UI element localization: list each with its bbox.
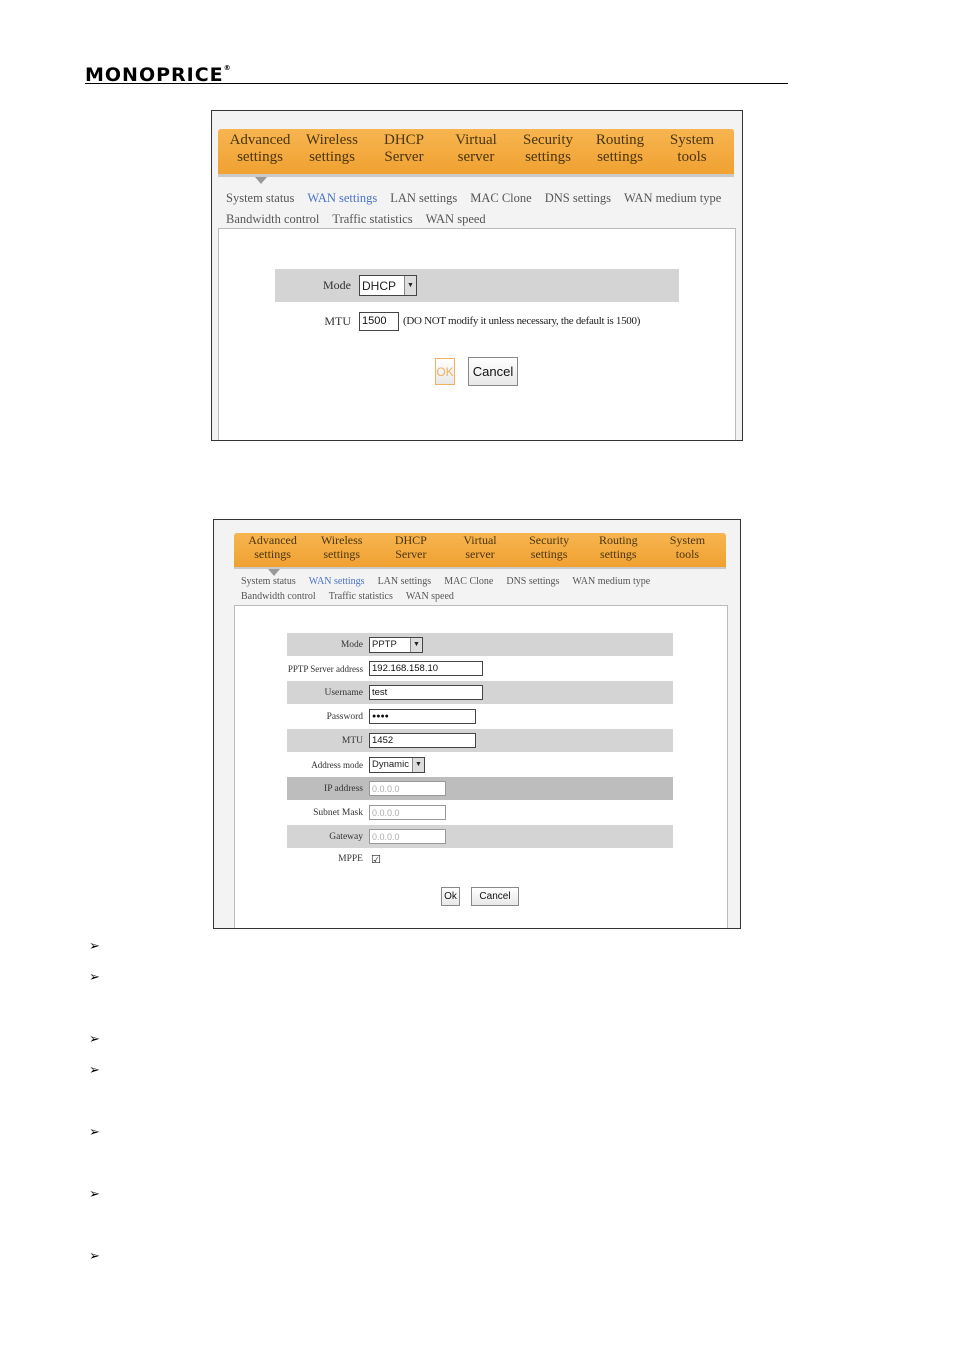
nav-label: Advanced (248, 533, 297, 547)
header-rule (85, 83, 788, 84)
nav-label: Routing (598, 533, 638, 547)
nav-dhcp-server[interactable] (368, 131, 440, 174)
nav-label: Server (395, 546, 427, 561)
subnav-wan-medium-type[interactable]: WAN medium type (624, 191, 722, 205)
address-mode-select[interactable] (369, 757, 425, 773)
nav-label: Security (529, 533, 570, 547)
chevron-down-icon: ▼ (412, 758, 424, 772)
ok-button[interactable]: OK (435, 358, 455, 385)
cancel-button[interactable]: Cancel (468, 357, 518, 386)
nav-security-settings[interactable] (515, 534, 584, 567)
nav-system-tools[interactable] (656, 131, 728, 174)
subnav-dns-settings[interactable]: DNS settings (506, 576, 560, 587)
nav-routing-settings[interactable] (584, 131, 656, 174)
mode-select[interactable] (359, 275, 417, 296)
subnav-wan-speed[interactable]: WAN speed (425, 212, 486, 226)
ok-button[interactable]: Ok (441, 887, 460, 906)
mode-value: PPTP (372, 639, 397, 650)
password-label: Password (326, 711, 363, 722)
ip-address-row (287, 777, 673, 800)
nav-label: settings (309, 149, 355, 166)
content-panel (218, 228, 736, 441)
nav-label: Wireless (320, 533, 363, 547)
password-input[interactable]: ●●●● (369, 709, 476, 724)
mode-value: DHCP (362, 278, 397, 293)
username-row (287, 681, 673, 704)
bullet-arrow-icon: ➢ (89, 939, 100, 954)
subnav-mac-clone[interactable]: MAC Clone (470, 191, 532, 205)
nav-underline (234, 567, 726, 569)
mtu-label: MTU (341, 735, 363, 746)
ip-address-label: IP address (324, 783, 363, 794)
bullet-arrow-icon: ➢ (89, 970, 100, 985)
cancel-button[interactable]: Cancel (471, 887, 519, 906)
subnav-system-status[interactable]: System status (226, 191, 295, 205)
nav-advanced-settings[interactable] (224, 131, 296, 174)
server-address-row (287, 657, 673, 680)
nav-label: Server (384, 149, 424, 166)
sub-nav (241, 574, 721, 604)
address-mode-value: Dynamic (372, 759, 409, 770)
nav-system-tools[interactable] (653, 534, 722, 567)
nav-label: settings (597, 149, 643, 166)
gateway-row (287, 825, 673, 848)
subnav-wan-settings[interactable]: WAN settings (308, 576, 365, 587)
subnet-mask-label: Subnet Mask (313, 807, 363, 818)
password-row (287, 705, 673, 728)
nav-label: Virtual (455, 132, 497, 148)
address-mode-row (287, 753, 673, 776)
nav-label: server (457, 149, 495, 166)
ip-address-input[interactable]: 0.0.0.0 (369, 781, 446, 796)
nav-label: Virtual (463, 533, 497, 547)
mtu-row (275, 309, 695, 333)
bullet-arrow-icon: ➢ (89, 1032, 100, 1047)
subnav-lan-settings[interactable]: LAN settings (390, 191, 458, 205)
username-label: Username (324, 687, 363, 698)
mtu-label: MTU (324, 313, 351, 328)
nav-label: System (669, 132, 715, 148)
main-nav (234, 533, 726, 568)
nav-label: settings (525, 149, 571, 166)
bullet-arrow-icon: ➢ (89, 1249, 100, 1264)
subnav-bandwidth-control[interactable]: Bandwidth control (241, 591, 316, 602)
nav-label: server (465, 546, 495, 561)
nav-label: System (669, 533, 706, 547)
mppe-label: MPPE (338, 854, 363, 864)
mtu-input[interactable]: 1500 (359, 312, 399, 331)
gateway-label: Gateway (329, 831, 363, 842)
chevron-down-icon: ▼ (404, 276, 416, 295)
nav-label: Security (523, 132, 573, 148)
nav-label: Wireless (306, 132, 358, 148)
nav-label: tools (675, 546, 700, 561)
nav-virtual-server[interactable] (440, 131, 512, 174)
subnet-mask-row (287, 801, 673, 824)
nav-advanced-settings[interactable] (238, 534, 307, 567)
subnav-wan-speed[interactable]: WAN speed (405, 591, 454, 602)
nav-label: settings (530, 546, 568, 561)
content-panel (234, 605, 728, 929)
mtu-note: (DO NOT modify it unless necessary, the default is 1500) (403, 315, 641, 327)
pptp-wan-screenshot (213, 519, 741, 929)
bullet-arrow-icon: ➢ (89, 1125, 100, 1140)
mode-row (287, 633, 673, 656)
nav-wireless-settings[interactable] (307, 534, 376, 567)
subnav-bandwidth-control[interactable]: Bandwidth control (226, 212, 320, 226)
nav-security-settings[interactable] (512, 131, 584, 174)
username-input[interactable]: test (369, 685, 483, 700)
main-nav (218, 129, 734, 176)
nav-label: settings (599, 546, 637, 561)
nav-underline (218, 174, 734, 177)
subnav-wan-settings[interactable]: WAN settings (307, 191, 378, 205)
nav-label: DHCP (383, 132, 424, 148)
active-caret-icon (255, 177, 267, 184)
nav-label: tools (677, 149, 707, 166)
subnav-traffic-statistics[interactable]: Traffic statistics (328, 591, 393, 602)
address-mode-label: Address mode (311, 759, 363, 770)
chevron-down-icon: ▼ (410, 638, 422, 652)
subnav-wan-medium-type[interactable]: WAN medium type (572, 576, 651, 587)
nav-label: settings (237, 149, 283, 166)
mppe-row (287, 849, 673, 869)
brand-name: MONOPRICE (85, 64, 224, 86)
subnav-system-status[interactable]: System status (241, 576, 296, 587)
nav-label: Routing (595, 132, 645, 148)
nav-dhcp-server[interactable] (376, 534, 445, 567)
mode-label: Mode (340, 639, 363, 650)
nav-label: settings (254, 546, 291, 561)
sub-nav (226, 188, 726, 230)
server-address-label: PPTP Server address (287, 663, 363, 674)
mode-row (275, 269, 679, 302)
server-address-input[interactable]: 192.168.158.10 (369, 661, 483, 676)
nav-routing-settings[interactable] (584, 534, 653, 567)
mtu-input[interactable]: 1452 (369, 733, 476, 748)
pptp-mtu-row (287, 729, 673, 752)
gateway-input[interactable]: 0.0.0.0 (369, 829, 446, 844)
nav-label: settings (323, 546, 361, 561)
subnav-traffic-statistics[interactable]: Traffic statistics (332, 212, 413, 226)
mode-select[interactable] (369, 637, 423, 653)
subnav-mac-clone[interactable]: MAC Clone (444, 576, 494, 587)
subnav-lan-settings[interactable]: LAN settings (377, 576, 432, 587)
nav-wireless-settings[interactable] (296, 131, 368, 174)
bullet-arrow-icon: ➢ (89, 1187, 100, 1202)
nav-label: DHCP (394, 533, 427, 547)
mppe-checkbox[interactable]: ☑ (371, 852, 381, 866)
bullet-arrow-icon: ➢ (89, 1063, 100, 1078)
nav-label: Advanced (229, 132, 291, 148)
mode-label: Mode (323, 278, 351, 292)
nav-virtual-server[interactable] (445, 534, 514, 567)
registered-mark: ® (223, 64, 232, 72)
subnet-mask-input[interactable]: 0.0.0.0 (369, 805, 446, 820)
dhcp-wan-screenshot (211, 110, 743, 441)
subnav-dns-settings[interactable]: DNS settings (544, 191, 612, 205)
